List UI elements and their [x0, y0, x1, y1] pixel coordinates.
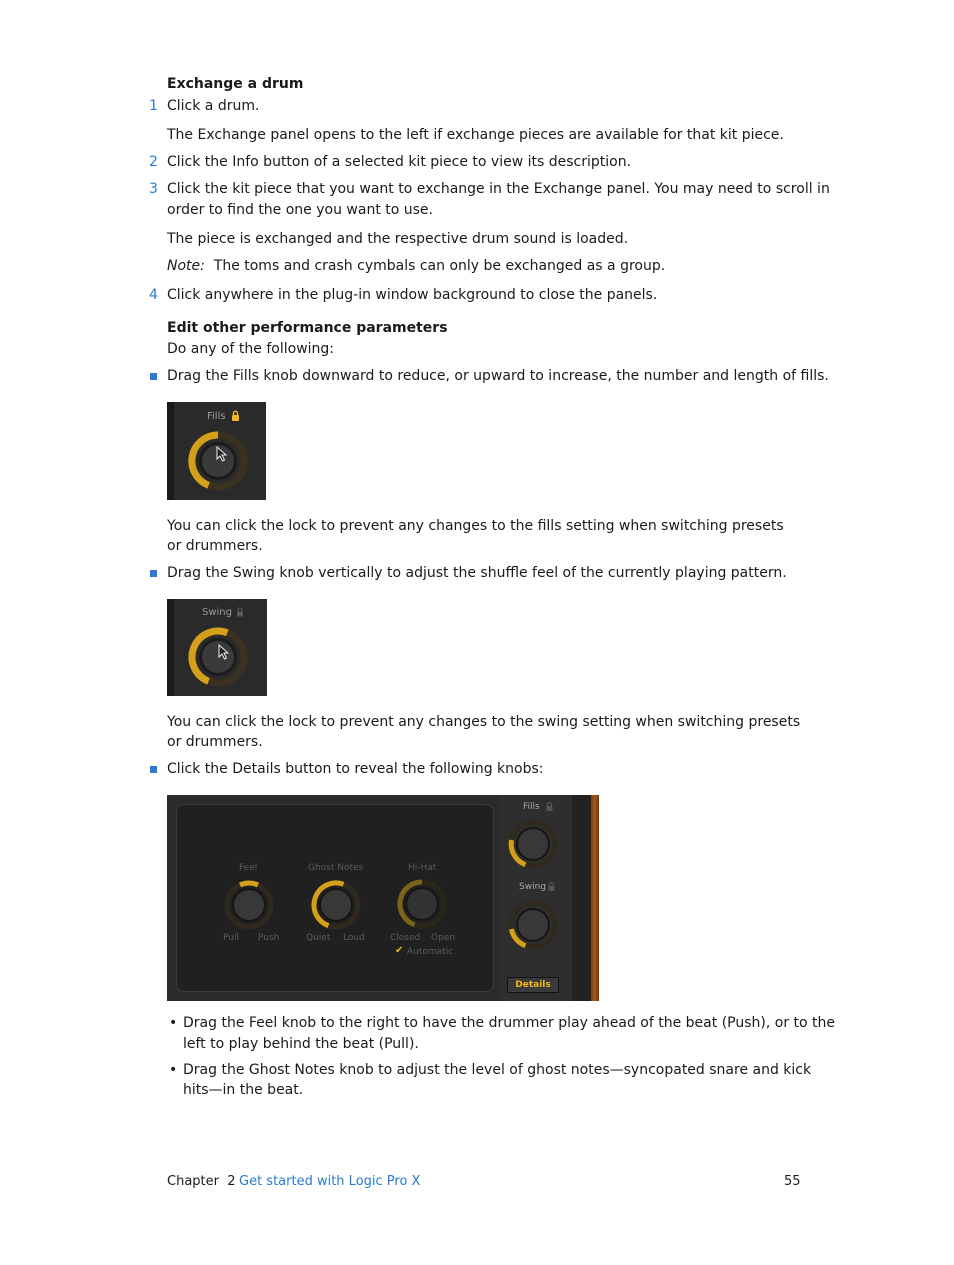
- bullet-dot-icon: •: [169, 1062, 178, 1078]
- ghost-right-label: Loud: [343, 933, 365, 943]
- feel-knob[interactable]: [223, 879, 275, 935]
- footer-chapter: Chapter 2: [167, 1174, 236, 1189]
- swing-followup-line-2: or drummers.: [167, 734, 263, 750]
- details-knobs-panel: [167, 795, 599, 1001]
- sub-bullet-ghost-line-2: hits—in the beat.: [183, 1082, 304, 1098]
- bullet-swing-text: Drag the Swing knob vertically to adjust the shuffle feel of the currently playing pattern.: [167, 565, 787, 581]
- step-3-followup: The piece is exchanged and the respective drum sound is loaded.: [167, 231, 629, 247]
- bullet-dot-icon: •: [169, 1015, 178, 1031]
- hihat-left-label: Closed: [390, 933, 421, 943]
- details-inner-area: [176, 804, 494, 992]
- automatic-label: Automatic: [407, 947, 454, 957]
- bullet-details-text: Click the Details button to reveal the following knobs:: [167, 761, 544, 777]
- wood-trim: [591, 795, 599, 1001]
- step-number-3: 3: [149, 181, 158, 197]
- sub-bullet-feel-line-2: left to play behind the beat (Pull).: [183, 1036, 419, 1052]
- bullet-square-icon: [150, 373, 157, 380]
- bullet-square-icon: [150, 570, 157, 577]
- lock-open-icon[interactable]: [546, 802, 553, 814]
- step-3-text-cont: order to find the one you want to use.: [167, 202, 433, 218]
- lock-closed-icon[interactable]: [231, 410, 240, 424]
- fills-followup-line-1: You can click the lock to prevent any changes to the fills setting when switching presets: [167, 518, 784, 534]
- sidebar-swing-title: Swing: [519, 882, 546, 892]
- details-button[interactable]: Details: [507, 977, 559, 993]
- heading-exchange-drum: Exchange a drum: [167, 76, 304, 92]
- swing-panel-title: Swing: [202, 607, 232, 618]
- ghost-left-label: Quiet: [306, 933, 331, 943]
- sidebar-swing-knob[interactable]: [507, 899, 559, 955]
- sidebar-fills-knob[interactable]: [507, 818, 559, 874]
- note-paragraph: [167, 256, 665, 276]
- panel-edge: [572, 795, 591, 1001]
- bullet-fills-text: Drag the Fills knob downward to reduce, or upward to increase, the number and length of fills.: [167, 368, 829, 384]
- step-2-text: Click the Info button of a selected kit piece to view its description.: [167, 154, 632, 170]
- hihat-knob[interactable]: [396, 878, 448, 934]
- mouse-pointer-icon: [216, 446, 227, 466]
- step-3-text: Click the kit piece that you want to exchange in the Exchange panel. You may need to scroll in: [167, 181, 830, 197]
- swing-knob-panel: [167, 599, 267, 696]
- step-number-4: 4: [149, 287, 158, 303]
- fills-panel-title: Fills: [207, 411, 226, 422]
- note-label: Note:: [167, 258, 205, 274]
- lock-open-icon[interactable]: [548, 882, 555, 894]
- step-number-1: 1: [149, 98, 158, 114]
- ghost-notes-knob[interactable]: [310, 879, 362, 935]
- lock-open-icon[interactable]: [236, 607, 244, 620]
- feel-right-label: Push: [258, 933, 280, 943]
- note-text: The toms and crash cymbals can only be exchanged as a group.: [213, 258, 666, 274]
- step-1-followup: The Exchange panel opens to the left if exchange pieces are available for that kit piece.: [167, 127, 784, 143]
- feel-left-label: Pull: [223, 933, 239, 943]
- fills-knob-panel: [167, 402, 266, 500]
- feel-knob-title: Feel: [239, 863, 258, 873]
- bullet-square-icon: [150, 766, 157, 773]
- ghost-notes-knob-title: Ghost Notes: [308, 863, 364, 873]
- step-1-text: Click a drum.: [167, 98, 260, 114]
- step-4-text: Click anywhere in the plug-in window background to close the panels.: [167, 287, 658, 303]
- heading-edit-parameters: Edit other performance parameters: [167, 320, 448, 336]
- hihat-right-label: Open: [431, 933, 456, 943]
- automatic-checkbox[interactable]: ✔: [395, 945, 404, 956]
- footer-chapter-link[interactable]: Get started with Logic Pro X: [239, 1174, 421, 1189]
- sub-bullet-feel-line-1: Drag the Feel knob to the right to have the drummer play ahead of the beat (Push), or to the: [183, 1015, 836, 1031]
- details-sidebar: [500, 795, 572, 1001]
- edit-intro: Do any of the following:: [167, 341, 335, 357]
- step-number-2: 2: [149, 154, 158, 170]
- hihat-knob-title: Hi-Hat: [408, 863, 437, 873]
- footer-page-number: 55: [784, 1174, 801, 1189]
- sidebar-fills-title: Fills: [523, 802, 540, 812]
- sub-bullet-ghost-line-1: Drag the Ghost Notes knob to adjust the level of ghost notes—syncopated snare and kick: [183, 1062, 812, 1078]
- swing-followup-line-1: You can click the lock to prevent any changes to the swing setting when switching presets: [167, 714, 801, 730]
- fills-followup-line-2: or drummers.: [167, 538, 263, 554]
- mouse-pointer-icon: [218, 644, 229, 664]
